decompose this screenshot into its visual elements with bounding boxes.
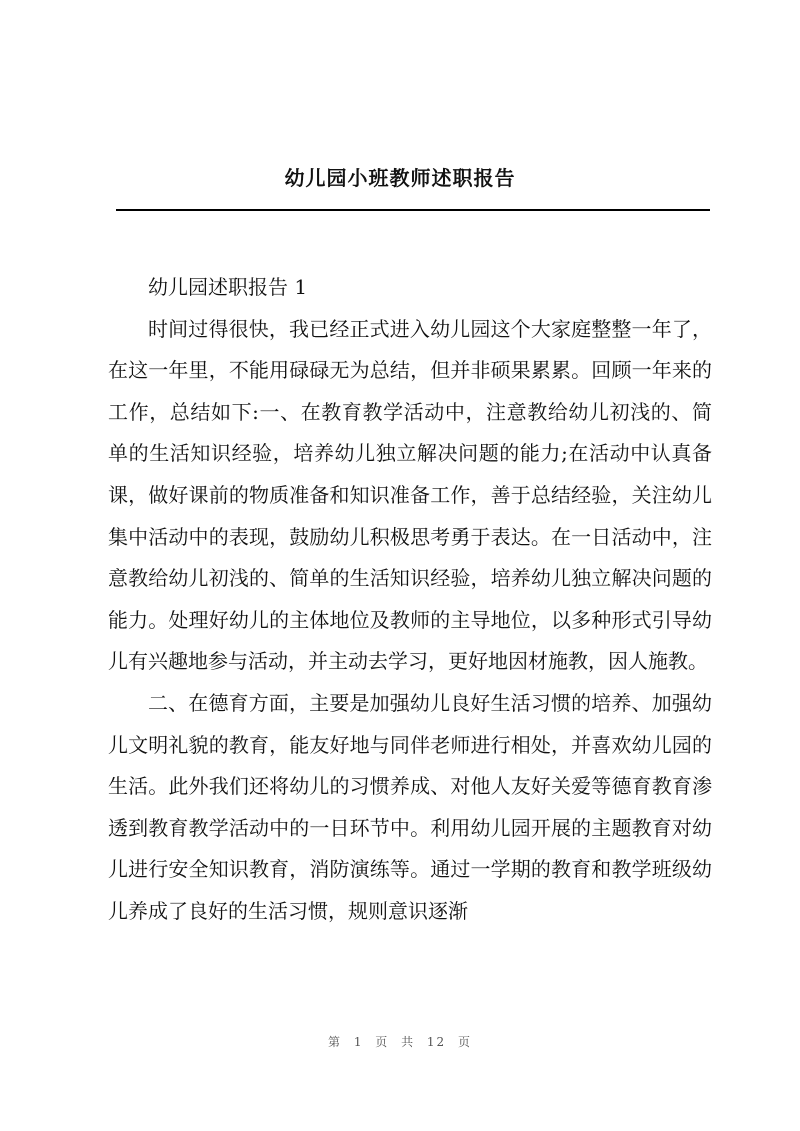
document-title: 幼儿园小班教师述职报告 — [284, 166, 516, 190]
page-number-footer: 第 1 页 共 12 页 — [328, 1035, 472, 1049]
section-heading: 幼儿园述职报告 1 — [148, 275, 308, 299]
title-underline — [116, 209, 710, 211]
paragraph-1: 时间过得很快，我已经正式进入幼儿园这个大家庭整整一年了，在这一年里，不能用碌碌无为总结，但并非硕果累累。回顾一年来的工作，总结如下:一、在教育教学活动中，注意教给幼儿初浅的、简单的生活知识经验，培养幼儿独立解决问题的能力;在活动中认真备课，做好课前的物质准备和知识准备工作，善于总结经验，关注幼儿集中活动中的表现，鼓励幼儿积极思考勇于表达。在一日活动中，注意教给幼儿初浅的、简单的生活知识经验，培养幼儿独立解决问题的能力。处理好幼儿的主体地位及教师的主导地位，以多种形式引导幼儿有兴趣地参与活动，并主动去学习，更好地因材施教，因人施教。 — [108, 316, 712, 674]
document-body — [108, 267, 712, 933]
paragraph-2: 二、在德育方面，主要是加强幼儿良好生活习惯的培养、加强幼儿文明礼貌的教育，能友好地与同伴老师进行相处，并喜欢幼儿园的生活。此外我们还将幼儿的习惯养成、对他人友好关爱等德育教育渗透到教育教学活动中的一日环节中。利用幼儿园开展的主题教育对幼儿进行安全知识教育，消防演练等。通过一学期的教育和教学班级幼儿养成了良好的生活习惯，规则意识逐渐 — [108, 690, 712, 923]
